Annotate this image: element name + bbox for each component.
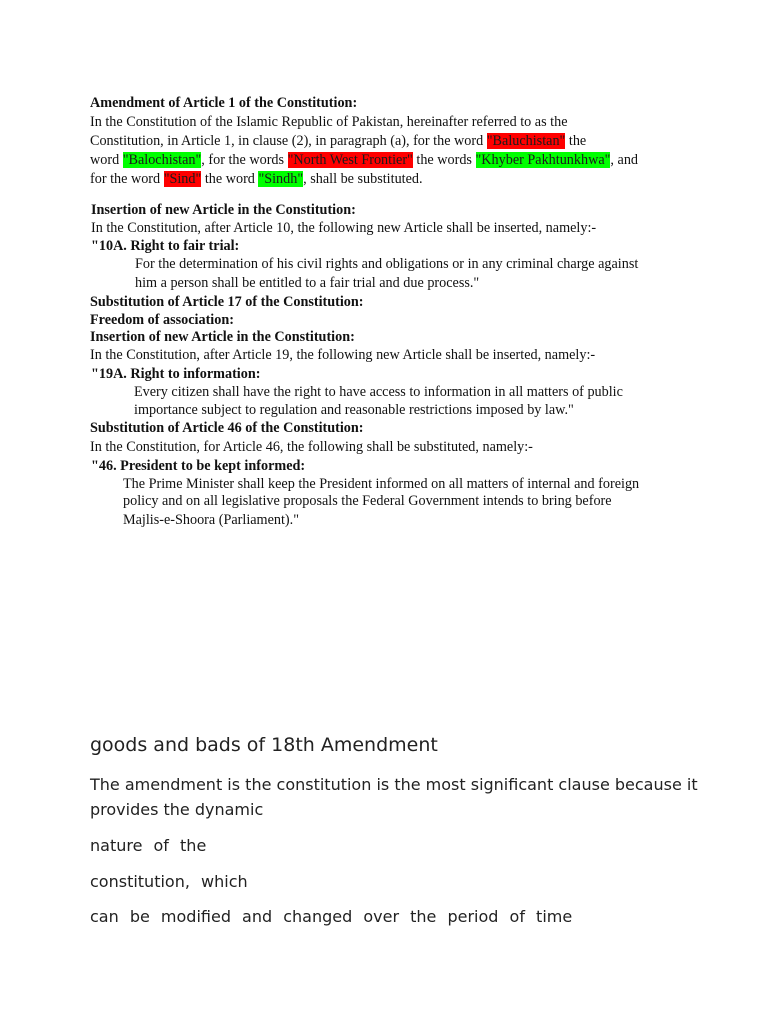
article-46-body-line-2: policy and on all legislative proposals the Federal Government intends to bring before — [123, 493, 612, 509]
highlight-north-west-frontier: "North West Frontier" — [287, 152, 413, 168]
essay-paragraph-line-4: constitution, which — [90, 872, 248, 891]
text-fragment: , and — [610, 152, 639, 168]
essay-paragraph-line-5: can be modified and changed over the period of time — [90, 907, 573, 926]
article-17-subheading: Freedom of association: — [90, 312, 234, 328]
article-46-intro: In the Constitution, for Article 46, the following shall be substituted, namely:- — [90, 439, 533, 455]
text-fragment: , shall be substituted. — [303, 171, 423, 187]
article-10a-intro: In the Constitution, after Article 10, the following new Article shall be inserted, namely:- — [91, 220, 597, 236]
article-10a-heading: Insertion of new Article in the Constitution: — [91, 202, 356, 218]
article-19a-intro: In the Constitution, after Article 19, the following new Article shall be inserted, namely:- — [90, 347, 596, 363]
article-10a-title: "10A. Right to fair trial: — [91, 238, 240, 254]
essay-heading: goods and bads of 18th Amendment — [90, 734, 438, 756]
article-19a-body-line-2: importance subject to regulation and reasonable restrictions imposed by law." — [134, 402, 574, 418]
article-10a-body-line-2: him a person shall be entitled to a fair trial and due process." — [135, 275, 480, 291]
essay-paragraph-line-2: provides the dynamic — [90, 800, 264, 819]
text-fragment: the word — [201, 171, 259, 187]
text-fragment: for the word — [90, 171, 164, 187]
text-fragment: the words — [412, 152, 476, 168]
highlight-sind: "Sind" — [163, 171, 202, 187]
text-fragment: Constitution, in Article 1, in clause (2), in paragraph (a), for the word — [90, 133, 487, 149]
article-19a-title: "19A. Right to information: — [91, 366, 261, 382]
highlight-baluchistan: "Baluchistan" — [486, 133, 566, 149]
highlight-khyber-pakhtunkhwa: "Khyber Pakhtunkhwa" — [475, 152, 611, 168]
highlight-sindh: "Sindh" — [258, 171, 304, 187]
amendment-article-1-heading: Amendment of Article 1 of the Constitution: — [90, 95, 358, 111]
amendment-article-1-line-4 — [90, 170, 423, 189]
amendment-article-1-line-3 — [90, 151, 638, 170]
article-46-body-line-3: Majlis-e-Shoora (Parliament)." — [123, 512, 299, 528]
article-46-title: "46. President to be kept informed: — [91, 458, 306, 474]
article-17-heading: Substitution of Article 17 of the Constitution: — [90, 294, 364, 310]
essay-paragraph-line-1: The amendment is the constitution is the most significant clause because it — [90, 775, 698, 794]
highlight-balochistan: "Balochistan" — [122, 152, 202, 168]
article-19a-body-line-1: Every citizen shall have the right to have access to information in all matters of public — [134, 384, 623, 400]
article-19a-heading: Insertion of new Article in the Constitution: — [90, 329, 355, 345]
essay-paragraph-line-3: nature of the — [90, 836, 207, 855]
text-fragment: word — [90, 152, 123, 168]
amendment-article-1-line-1: In the Constitution of the Islamic Republic of Pakistan, hereinafter referred to as the — [90, 114, 568, 130]
text-fragment: the — [565, 133, 587, 149]
article-46-heading: Substitution of Article 46 of the Constitution: — [90, 420, 364, 436]
text-fragment: , for the words — [201, 152, 288, 168]
article-10a-body-line-1: For the determination of his civil rights and obligations or in any criminal charge against — [135, 256, 639, 272]
amendment-article-1-line-2 — [90, 132, 586, 151]
article-46-body-line-1: The Prime Minister shall keep the President informed on all matters of internal and foreign — [123, 476, 640, 492]
